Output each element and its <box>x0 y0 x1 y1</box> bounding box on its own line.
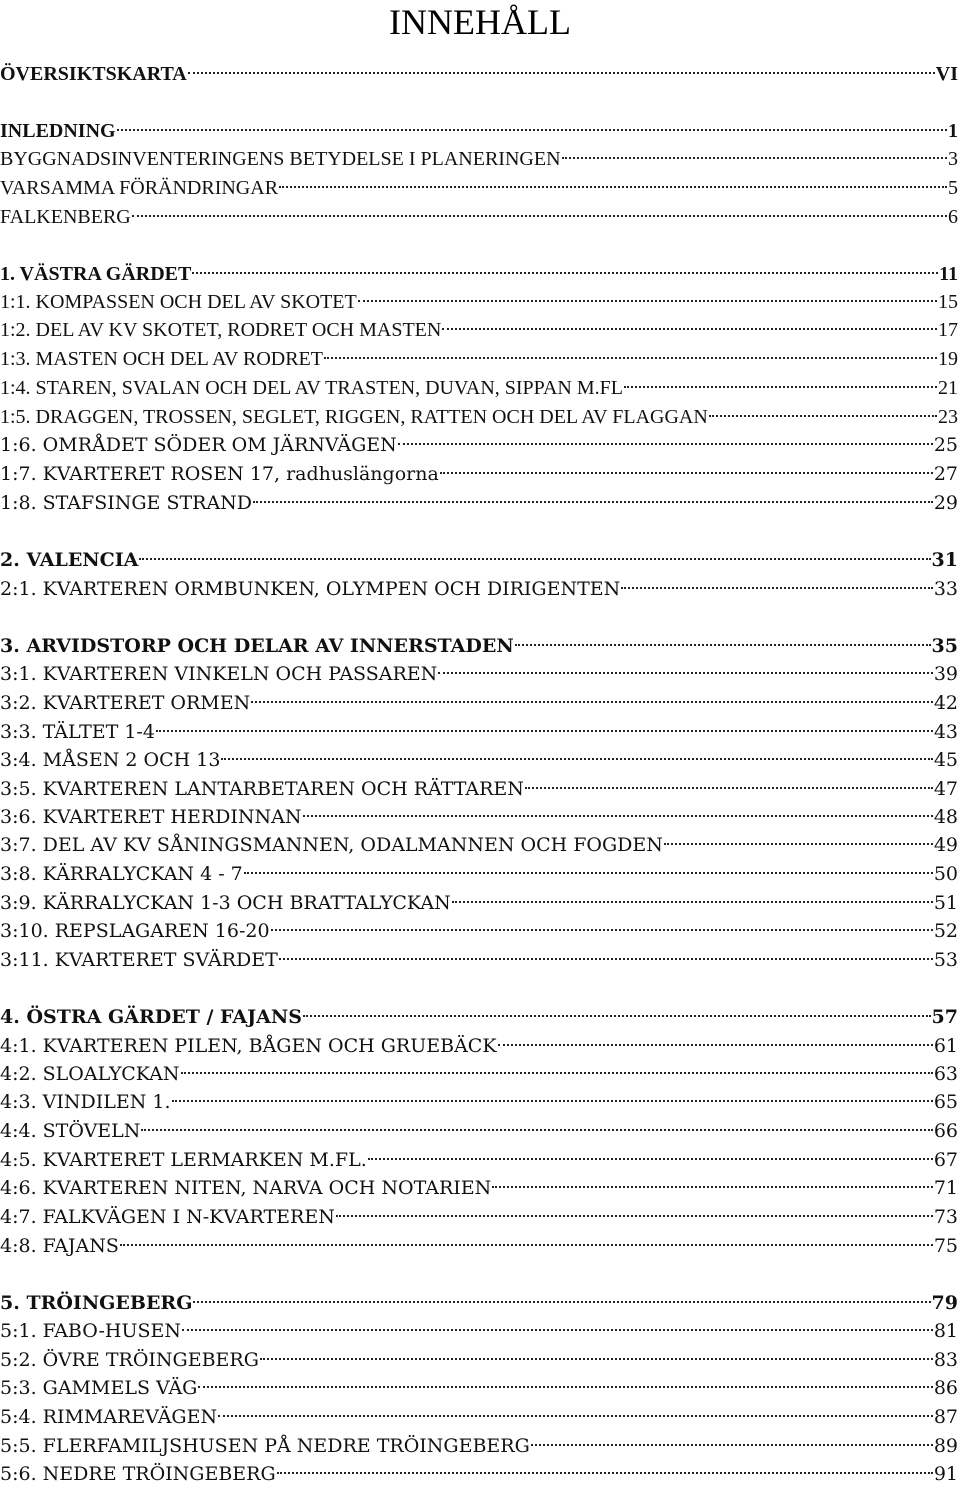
toc-dot-leader <box>358 299 937 302</box>
toc-entry[interactable] <box>0 374 958 402</box>
toc-entry-label: 4:2. SLOALYCKAN <box>0 1063 180 1085</box>
toc-dot-leader <box>515 643 931 646</box>
toc-dot-leader <box>531 1443 933 1446</box>
toc-entry-label: 1. VÄSTRA GÄRDET <box>0 263 192 285</box>
toc-entry-page: VI <box>935 63 958 85</box>
toc-entry[interactable] <box>0 1146 958 1174</box>
toc-entry-label: 3:9. KÄRRALYCKAN 1-3 OCH BRATTALYCKAN <box>0 892 451 914</box>
toc-entry-page: 49 <box>933 834 958 856</box>
toc-entry[interactable] <box>0 1060 958 1088</box>
toc-entry-page: 81 <box>933 1320 958 1342</box>
toc-entry-page: 71 <box>933 1177 958 1199</box>
toc-dot-leader <box>303 1014 931 1017</box>
toc-entry-label: 5:2. ÖVRE TRÖINGEBERG <box>0 1349 259 1371</box>
toc-dot-leader <box>368 1157 933 1160</box>
page-title: INNEHÅLL <box>389 2 571 42</box>
toc-dot-leader <box>525 786 933 789</box>
toc-entry[interactable] <box>0 316 958 344</box>
toc-entry[interactable] <box>0 1117 958 1145</box>
toc-entry[interactable] <box>0 831 958 859</box>
toc-entry-page: 21 <box>938 377 958 399</box>
toc-entry-label: 4. ÖSTRA GÄRDET / FAJANS <box>0 1006 302 1028</box>
toc-dot-leader <box>117 128 947 131</box>
toc-entry-label: 1:6. OMRÅDET SÖDER OM JÄRNVÄGEN <box>0 434 397 456</box>
toc-entry-label: 4:3. VINDILEN 1. <box>0 1091 171 1113</box>
toc-entry-page: 67 <box>933 1149 958 1171</box>
toc-entry[interactable] <box>0 1232 958 1260</box>
toc-entry[interactable] <box>0 1289 958 1317</box>
toc-entry-label: 1:5. DRAGGEN, TROSSEN, SEGLET, RIGGEN, RATTEN OCH DEL AV FLAGGAN <box>0 406 708 428</box>
toc-entry-page: 86 <box>933 1377 958 1399</box>
toc-dot-leader <box>260 1357 933 1360</box>
toc-entry[interactable] <box>0 1203 958 1231</box>
toc-entry[interactable] <box>0 1432 958 1460</box>
toc-entry-page: 61 <box>933 1035 958 1057</box>
toc-entry-label: 3. ARVIDSTORP OCH DELAR AV INNERSTADEN <box>0 635 514 657</box>
toc-entry[interactable] <box>0 1174 958 1202</box>
toc-entry[interactable] <box>0 917 958 945</box>
toc-dot-leader <box>218 1414 933 1417</box>
toc-entry-page: 83 <box>933 1349 958 1371</box>
toc-entry-page: 50 <box>933 863 958 885</box>
toc-entry[interactable] <box>0 489 958 517</box>
toc-entry-label: FALKENBERG <box>0 206 131 228</box>
toc-entry-label: 3:5. KVARTEREN LANTARBETAREN OCH RÄTTAREN <box>0 778 524 800</box>
toc-entry-label: 1:2. DEL AV KV SKOTET, RODRET OCH MASTEN <box>0 319 442 341</box>
toc-entry[interactable] <box>0 746 958 774</box>
toc-entry[interactable] <box>0 288 958 316</box>
toc-dot-leader <box>621 586 933 589</box>
toc-entry-page: 15 <box>938 291 958 313</box>
toc-entry-label: 3:4. MÅSEN 2 OCH 13 <box>0 749 221 771</box>
toc-entry-page: 25 <box>933 434 958 456</box>
toc-entry-page: 66 <box>933 1120 958 1142</box>
toc-dot-leader <box>221 757 932 760</box>
toc-entry[interactable] <box>0 632 958 660</box>
toc-entry[interactable] <box>0 431 958 459</box>
toc-entry-page: 57 <box>931 1006 958 1028</box>
toc-dot-leader <box>244 871 933 874</box>
toc-dot-leader <box>271 928 933 931</box>
toc-entry-label: 4:6. KVARTEREN NITEN, NARVA OCH NOTARIEN <box>0 1177 492 1199</box>
toc-dot-leader <box>324 356 937 359</box>
toc-entry[interactable] <box>0 946 958 974</box>
toc-entry-label: BYGGNADSINVENTERINGENS BETYDELSE I PLANERINGEN <box>0 148 561 170</box>
toc-dot-leader <box>336 1214 933 1217</box>
toc-entry[interactable] <box>0 403 958 431</box>
toc-entry-page: 35 <box>931 635 958 657</box>
toc-dot-leader <box>664 842 933 845</box>
toc-entry[interactable] <box>0 1346 958 1374</box>
toc-entry-label: 4:8. FAJANS <box>0 1235 119 1257</box>
toc-entry-label: 2. VALENCIA <box>0 549 139 571</box>
toc-dot-leader <box>452 900 933 903</box>
toc-dot-leader <box>398 442 933 445</box>
toc-dot-leader <box>442 327 937 330</box>
toc-entry-label: 4:5. KVARTERET LERMARKEN M.FL. <box>0 1149 367 1171</box>
toc-entry[interactable] <box>0 460 958 488</box>
toc-entry-label: 4:7. FALKVÄGEN I N-KVARTEREN <box>0 1206 335 1228</box>
toc-entry-label: INLEDNING <box>0 120 116 142</box>
toc-entry[interactable] <box>0 889 958 917</box>
toc-entry-page: 17 <box>938 319 958 341</box>
toc-entry-page: 29 <box>933 492 958 514</box>
toc-dot-leader <box>624 385 937 388</box>
toc-entry-label: 5:5. FLERFAMILJSHUSEN PÅ NEDRE TRÖINGEBERG <box>0 1435 530 1457</box>
toc-entry-page: 47 <box>933 778 958 800</box>
toc-entry-page: 23 <box>938 406 958 428</box>
toc-dot-leader <box>120 1243 933 1246</box>
toc-entry[interactable] <box>0 1460 958 1488</box>
toc-entry-page: 39 <box>933 663 958 685</box>
toc-entry-label: 1:1. KOMPASSEN OCH DEL AV SKOTET <box>0 291 357 313</box>
toc-dot-leader <box>253 500 933 503</box>
toc-entry-label: 3:2. KVARTERET ORMEN <box>0 692 251 714</box>
toc-entry-label: 1:4. STAREN, SVALAN OCH DEL AV TRASTEN, DUVAN, SIPPAN M.FL <box>0 377 623 399</box>
toc-dot-leader <box>156 729 933 732</box>
toc-entry[interactable] <box>0 803 958 831</box>
toc-dot-leader <box>440 471 933 474</box>
toc-entry-label: 1:7. KVARTERET ROSEN 17, radhuslängorna <box>0 463 439 485</box>
toc-entry-page: 31 <box>931 549 958 571</box>
toc-entry-label: 5:1. FABO-HUSEN <box>0 1320 182 1342</box>
toc-entry-label: 5:3. GAMMELS VÄG <box>0 1377 198 1399</box>
toc-dot-leader <box>498 1043 933 1046</box>
toc-entry-page: 51 <box>933 892 958 914</box>
toc-entry[interactable] <box>0 260 958 288</box>
toc-entry-page: 42 <box>933 692 958 714</box>
toc-entry-page: 91 <box>933 1463 958 1485</box>
toc-entry-label: 1:8. STAFSINGE STRAND <box>0 492 253 514</box>
toc-dot-leader <box>141 1128 932 1131</box>
toc-entry-label: 3:11. KVARTERET SVÄRDET <box>0 949 278 971</box>
toc-entry[interactable] <box>0 1032 958 1060</box>
toc-dot-leader <box>709 414 937 417</box>
toc-entry-page: 5 <box>948 177 958 199</box>
toc-entry-label: VARSAMMA FÖRÄNDRINGAR <box>0 177 279 199</box>
toc-entry[interactable] <box>0 1088 958 1116</box>
toc-dot-leader <box>251 700 933 703</box>
toc-entry[interactable] <box>0 689 958 717</box>
toc-entry-page: 89 <box>933 1435 958 1457</box>
toc-entry-page: 33 <box>933 578 958 600</box>
toc-entry[interactable] <box>0 60 958 88</box>
toc-entry-label: 2:1. KVARTEREN ORMBUNKEN, OLYMPEN OCH DIRIGENTEN <box>0 578 621 600</box>
toc-entry-label: 4:1. KVARTEREN PILEN, BÅGEN OCH GRUEBÄCK <box>0 1035 497 1057</box>
toc-dot-leader <box>562 156 947 159</box>
toc-entry[interactable] <box>0 660 958 688</box>
toc-entry-page: 87 <box>933 1406 958 1428</box>
toc-entry[interactable] <box>0 1374 958 1402</box>
toc-entry[interactable] <box>0 718 958 746</box>
toc-entry-page: 53 <box>933 949 958 971</box>
toc-dot-leader <box>279 185 947 188</box>
toc-entry-label: 3:8. KÄRRALYCKAN 4 - 7 <box>0 863 243 885</box>
toc-dot-leader <box>139 557 930 560</box>
toc-entry[interactable] <box>0 1403 958 1431</box>
toc-entry[interactable] <box>0 775 958 803</box>
toc-entry-page: 43 <box>933 721 958 743</box>
toc-dot-leader <box>192 271 938 274</box>
toc-entry-page: 6 <box>948 206 958 228</box>
toc-entry-page: 11 <box>939 263 958 285</box>
toc-entry-page: 45 <box>933 749 958 771</box>
toc-dot-leader <box>277 1471 933 1474</box>
toc-entry-label: ÖVERSIKTSKARTA <box>0 63 187 85</box>
toc-entry-label: 3:6. KVARTERET HERDINNAN <box>0 806 302 828</box>
toc-entry-label: 3:1. KVARTEREN VINKELN OCH PASSAREN <box>0 663 438 685</box>
toc-entry-page: 75 <box>933 1235 958 1257</box>
toc-entry-label: 1:3. MASTEN OCH DEL AV RODRET <box>0 348 323 370</box>
toc-entry-label: 3:7. DEL AV KV SÅNINGSMANNEN, ODALMANNEN OCH FOGDEN <box>0 834 663 856</box>
toc-entry[interactable] <box>0 117 958 145</box>
toc-entry-page: 19 <box>938 348 958 370</box>
toc-entry-page: 65 <box>933 1091 958 1113</box>
toc-dot-leader <box>182 1328 933 1331</box>
toc-entry-page: 3 <box>948 148 958 170</box>
toc-entry[interactable] <box>0 1317 958 1345</box>
toc-entry[interactable] <box>0 860 958 888</box>
toc-dot-leader <box>181 1071 933 1074</box>
toc-entry[interactable] <box>0 145 958 173</box>
toc-entry[interactable] <box>0 174 958 202</box>
toc-entry-page: 79 <box>931 1292 958 1314</box>
toc-dot-leader <box>132 214 947 217</box>
toc-entry-page: 48 <box>933 806 958 828</box>
toc-dot-leader <box>193 1300 930 1303</box>
toc-entry-label: 3:3. TÄLTET 1-4 <box>0 721 155 743</box>
toc-entry[interactable] <box>0 345 958 373</box>
toc-entry-label: 4:4. STÖVELN <box>0 1120 141 1142</box>
toc-dot-leader <box>172 1099 933 1102</box>
toc-dot-leader <box>198 1385 932 1388</box>
toc-entry-page: 27 <box>933 463 958 485</box>
toc-entry-page: 63 <box>933 1063 958 1085</box>
toc-entry[interactable] <box>0 575 958 603</box>
toc-entry[interactable] <box>0 203 958 231</box>
toc-dot-leader <box>492 1185 933 1188</box>
toc-entry[interactable] <box>0 1003 958 1031</box>
toc-dot-leader <box>303 814 933 817</box>
toc-entry-page: 52 <box>933 920 958 942</box>
toc-entry-page: 73 <box>933 1206 958 1228</box>
toc-dot-leader <box>279 957 933 960</box>
toc-entry-label: 5. TRÖINGEBERG <box>0 1292 193 1314</box>
toc-entry-label: 5:6. NEDRE TRÖINGEBERG <box>0 1463 276 1485</box>
toc-entry-page: 1 <box>948 120 958 142</box>
toc-entry[interactable] <box>0 546 958 574</box>
toc-dot-leader <box>438 671 933 674</box>
toc-entry-label: 5:4. RIMMAREVÄGEN <box>0 1406 218 1428</box>
toc-entry-label: 3:10. REPSLAGAREN 16-20 <box>0 920 270 942</box>
toc-dot-leader <box>188 71 935 74</box>
